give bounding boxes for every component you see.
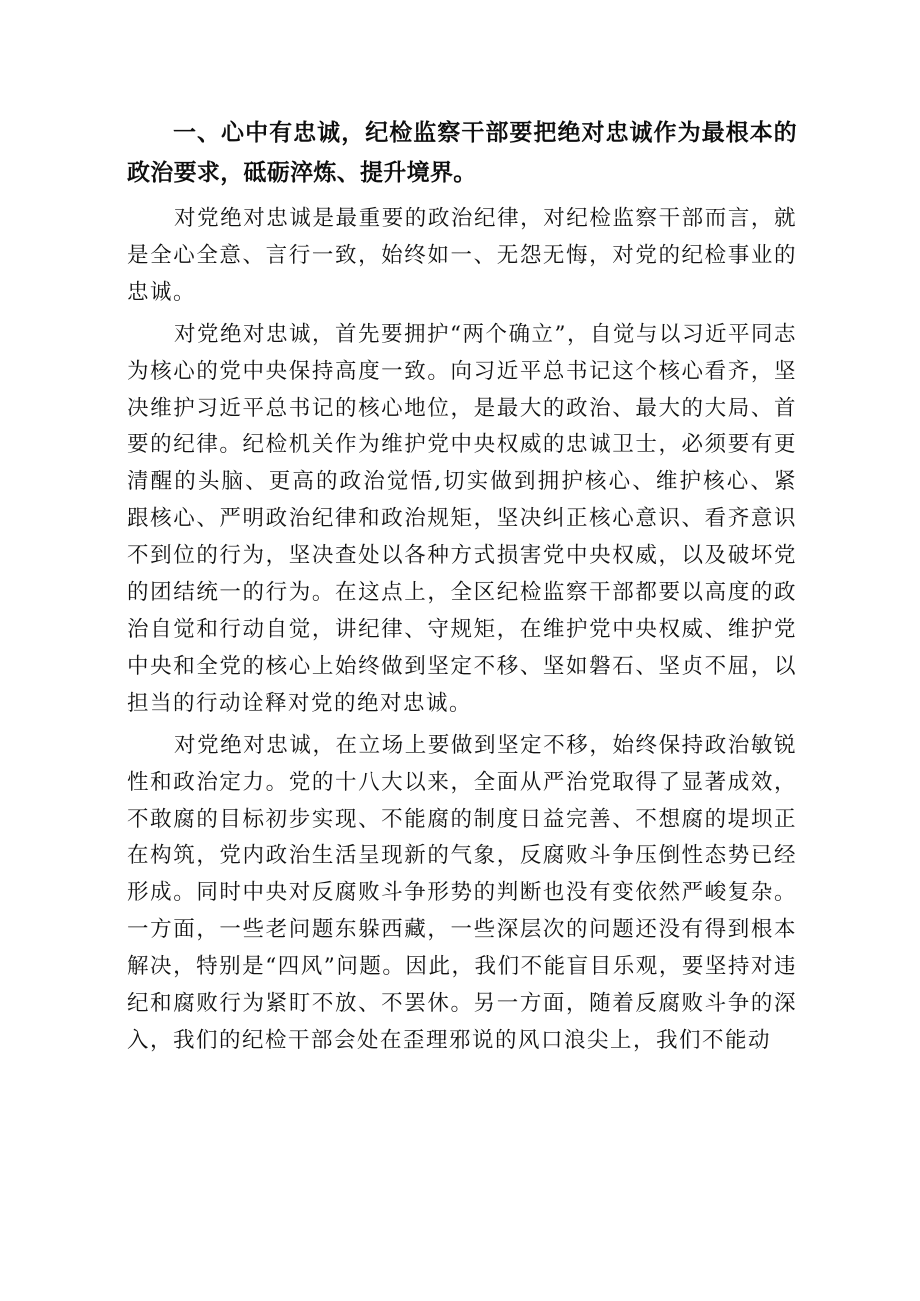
document-body — [127, 113, 797, 1065]
paragraph-2: 对党绝对忠诚，首先要拥护“两个确立”，自觉与以习近平同志为核心的党中央保持高度一致。向习近平总书记这个核心看齐，坚决维护习近平总书记的核心地位，是最大的政治、最大的大局、首要的纪律。纪检机关作为维护党中央权威的忠诚卫士，必须要有更清醒的头脑、更高的政治觉悟,切实做到拥护核心、维护核心、紧跟核心、严明政治纪律和政治规矩，坚决纠正核心意识、看齐意识不到位的行为，坚决查处以各种方式损害党中央权威，以及破坏党的团结统一的行为。在这点上，全区纪检监察干部都要以高度的政治自觉和行动自觉，讲纪律、守规矩，在维护党中央权威、维护党中央和全党的核心上始终做到坚定不移、坚如磐石、坚贞不屈，以担当的行动诠释对党的绝对忠诚。 — [127, 321, 797, 716]
section-heading: 一、心中有忠诚，纪检监察干部要把绝对忠诚作为最根本的政治要求，砥砺淬炼、提升境界。 — [127, 120, 797, 186]
paragraph-3: 对党绝对忠诚，在立场上要做到坚定不移，始终保持政治敏锐性和政治定力。党的十八大以来，全面从严治党取得了显著成效，不敢腐的目标初步实现、不能腐的制度日益完善、不想腐的堤坝正在构筑，党内政治生活呈现新的气象，反腐败斗争压倒性态势已经形成。同时中央对反腐败斗争形势的判断也没有变依然严峻复杂。一方面，一些老问题东躲西藏，一些深层次的问题还没有得到根本解决，特别是“四风”问题。因此，我们不能盲目乐观，要坚持对违纪和腐败行为紧盯不放、不罢休。另一方面，随着反腐败斗争的深入，我们的纪检干部会处在歪理邪说的风口浪尖上，我们不能动 — [127, 732, 797, 1053]
paragraph-1: 对党绝对忠诚是最重要的政治纪律，对纪检监察干部而言，就是全心全意、言行一致，始终如一、无怨无悔，对党的纪检事业的忠诚。 — [127, 206, 797, 305]
